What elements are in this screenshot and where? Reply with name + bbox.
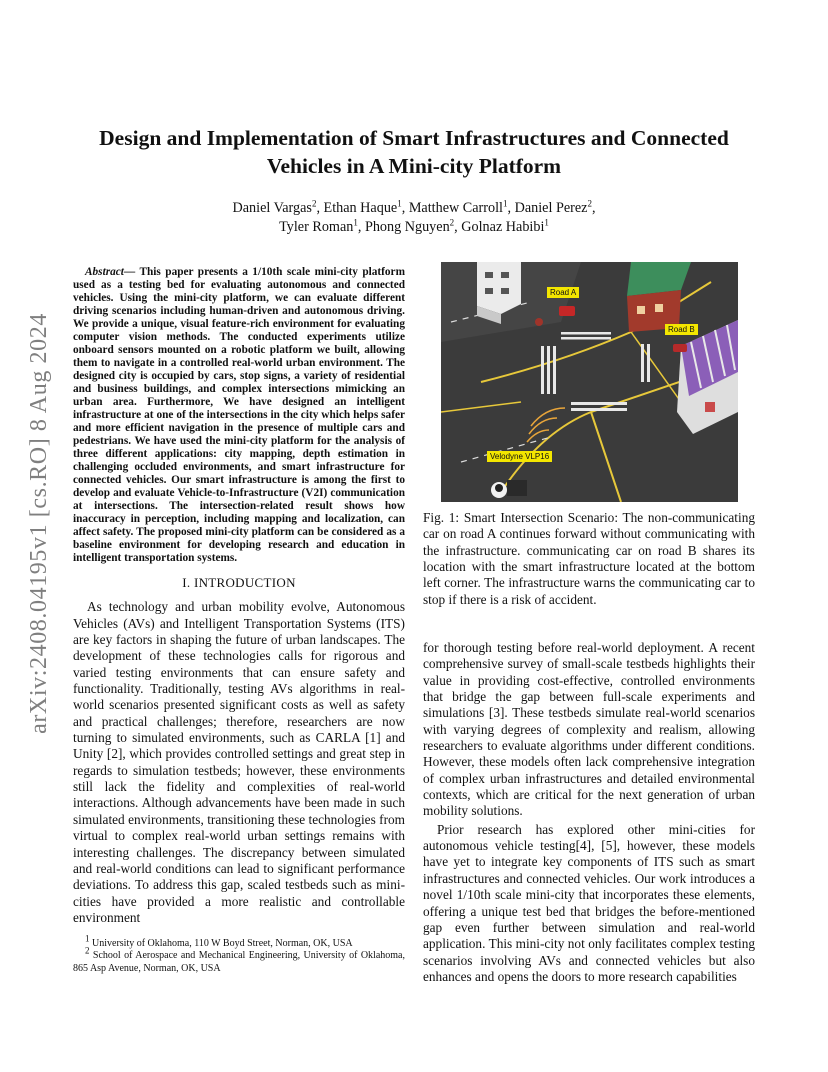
arxiv-identifier-text: arXiv:2408.04195v1 [cs.RO] 8 Aug 2024 [25,312,52,734]
author-name: Matthew Carroll [408,200,503,216]
author-line-1: Daniel Vargas$^2$, Ethan Haque$^1$, Matthew Carroll$^1$, Daniel Perez$^2$, [232,198,596,216]
footnote-mark: 2 [85,946,90,957]
author-affiliation-mark: 1 [544,217,549,228]
footnote-2 [73,946,405,975]
footnote-mark: 1 [85,933,90,944]
abstract-text: — This paper presents a 1/10th scale mini-city platform used as a testing bed for evaluating autonomous and connected vehicles. Using the mini-city platform, we can evaluate different driving scenarios including human-driven and autonomous driving. We provide a unique, visual feature-rich environment for evaluating computer vision methods. The conducted experiments utilize onboard sensors mounted on a robotic platform we built, allowing them to navigate in a controlled real-world urban environment. The designed city is occupied by cars, stop signs, a variety of residential and business buildings, and complex intersections mimicking an urban area. Furthermore, We have designed an intelligent infrastructure at one of the intersections in the city which helps safer and more efficient navigation in the presence of multiple cars and pedestrians. We have used the mini-city platform for the analysis of three different applications: city mapping, depth estimation in challenging occluded environments, and smart infrastructure for connected vehicles. Our smart infrastructure is among the first to develop and evaluate Vehicle-to-Infrastructure (V2I) communication at intersections. The intersection-related result shows how inaccuracy in perception, including mapping and localization, can affect safety. The proposed mini-city platform can be considered as a baseline environment for developing research and education in intelligent transportation systems. [73,266,405,565]
footnote-1 [73,933,405,950]
title-line-1: Design and Implementation of Smart Infrastructures and Connected [99,126,729,150]
arxiv-identifier [24,288,54,758]
author-list [70,199,758,237]
paper-title [70,124,758,180]
author-name: Phong Nguyen [364,219,450,235]
introduction-paragraph-2: for thorough testing before real-world deployment. A recent comprehensive survey of small-scale testbeds highlights their value in providing cost-effective, controlled environments that bridge the gap between full-scale experiments and simulations [3]. These testbeds simulate real-world scenarios with varying degrees of complexity and realism, allowing researchers to evaluate algorithms under different conditions. However, these models often lack comprehensive integration of complex urban infrastructures and detailed environmental contexts, which are critical for the next generation of urban mobility solutions. [423,640,755,819]
author-affiliation-mark: 1 [397,198,402,209]
author-name: Daniel Perez [514,200,588,216]
label-road-a: Road A [547,287,579,298]
abstract-label: Abstract [85,266,124,278]
footnote-text: School of Aerospace and Mechanical Engineering, University of Oklahoma, 865 Asp Avenue, Norman, OK, USA [73,950,405,974]
author-affiliation-mark: 1 [353,217,358,228]
author-name: Daniel Vargas [232,200,312,216]
author-name: Tyler Roman [279,219,354,235]
author-affiliation-mark: 2 [449,217,455,228]
author-affiliation-mark: 1 [502,198,508,209]
author-name: Ethan Haque [323,200,398,216]
left-column [73,266,405,926]
figure-smart-intersection [441,262,738,502]
label-road-b: Road B [665,324,698,335]
author-affiliation-mark: 2 [587,198,592,209]
intersection-illustration [441,262,738,502]
author-line-2: Tyler Roman$^1$, Phong Nguyen$^2$, Golnaz Habibi$^1$ [279,217,549,235]
introduction-paragraph-3: Prior research has explored other mini-cities for autonomous vehicle testing[4], [5], however, these models have yet to integrate key components of ITS such as smart infrastructures and connected vehicles. Our work introduces a novel 1/10th scale mini-city that incorporates these elements, offering a unique test bed that bridges the before-mentioned gap even further between simulation and real-world application. This mini-city not only facilitates complex testing scenarios involving AVs and connected vehicles but also enhances and opens the doors to more research capabilities [423,821,755,984]
footnotes [73,933,405,975]
figure-caption: Fig. 1: Smart Intersection Scenario: The non-communicating car on road A continues forward without communicating with the infrastructure. communicating car on road B shares its location with the smart infrastructure located at the bottom left corner. The infrastructure warns the communicating car to stop if there is a risk of accident. [423,510,755,607]
abstract [73,266,405,565]
introduction-paragraph-1: As technology and urban mobility evolve, Autonomous Vehicles (AVs) and Intelligent Transportation Systems (ITS) are key factors in shaping the future of urban landscapes. The development of these technologies calls for rigorous and varied testing environments that can ensure safety and functionality. Traditionally, testing AVs algorithms in real-world scenarios presented significant costs as well as safety and practical challenges; therefore, researchers are now turning to simulated environments, such as CARLA [1] and Unity [2], which provides controlled settings and great step in regards to simulation testbeds; however, these environments still lack the fidelity and complexities of real-world interactions. Although advancements have been made in such simulated environments, transitioning these technologies from virtual to complex real-world urban settings remains with interesting challenges. The discrepancy between simulated and real-world conditions can lead to significant performance deviations. To address this gap, scaled testbeds such as mini-cities have provided a more realistic and controllable environment [73,599,405,925]
footnote-text: University of Oklahoma, 110 W Boyd Street, Norman, OK, USA [92,938,353,949]
author-name: Golnaz Habibi [461,219,545,235]
title-line-2: Vehicles in A Mini-city Platform [266,154,562,178]
label-velodyne: Velodyne VLP16 [487,451,552,462]
section-heading-introduction: I. INTRODUCTION [182,575,296,591]
author-affiliation-mark: 2 [311,198,317,209]
right-column [423,640,755,985]
